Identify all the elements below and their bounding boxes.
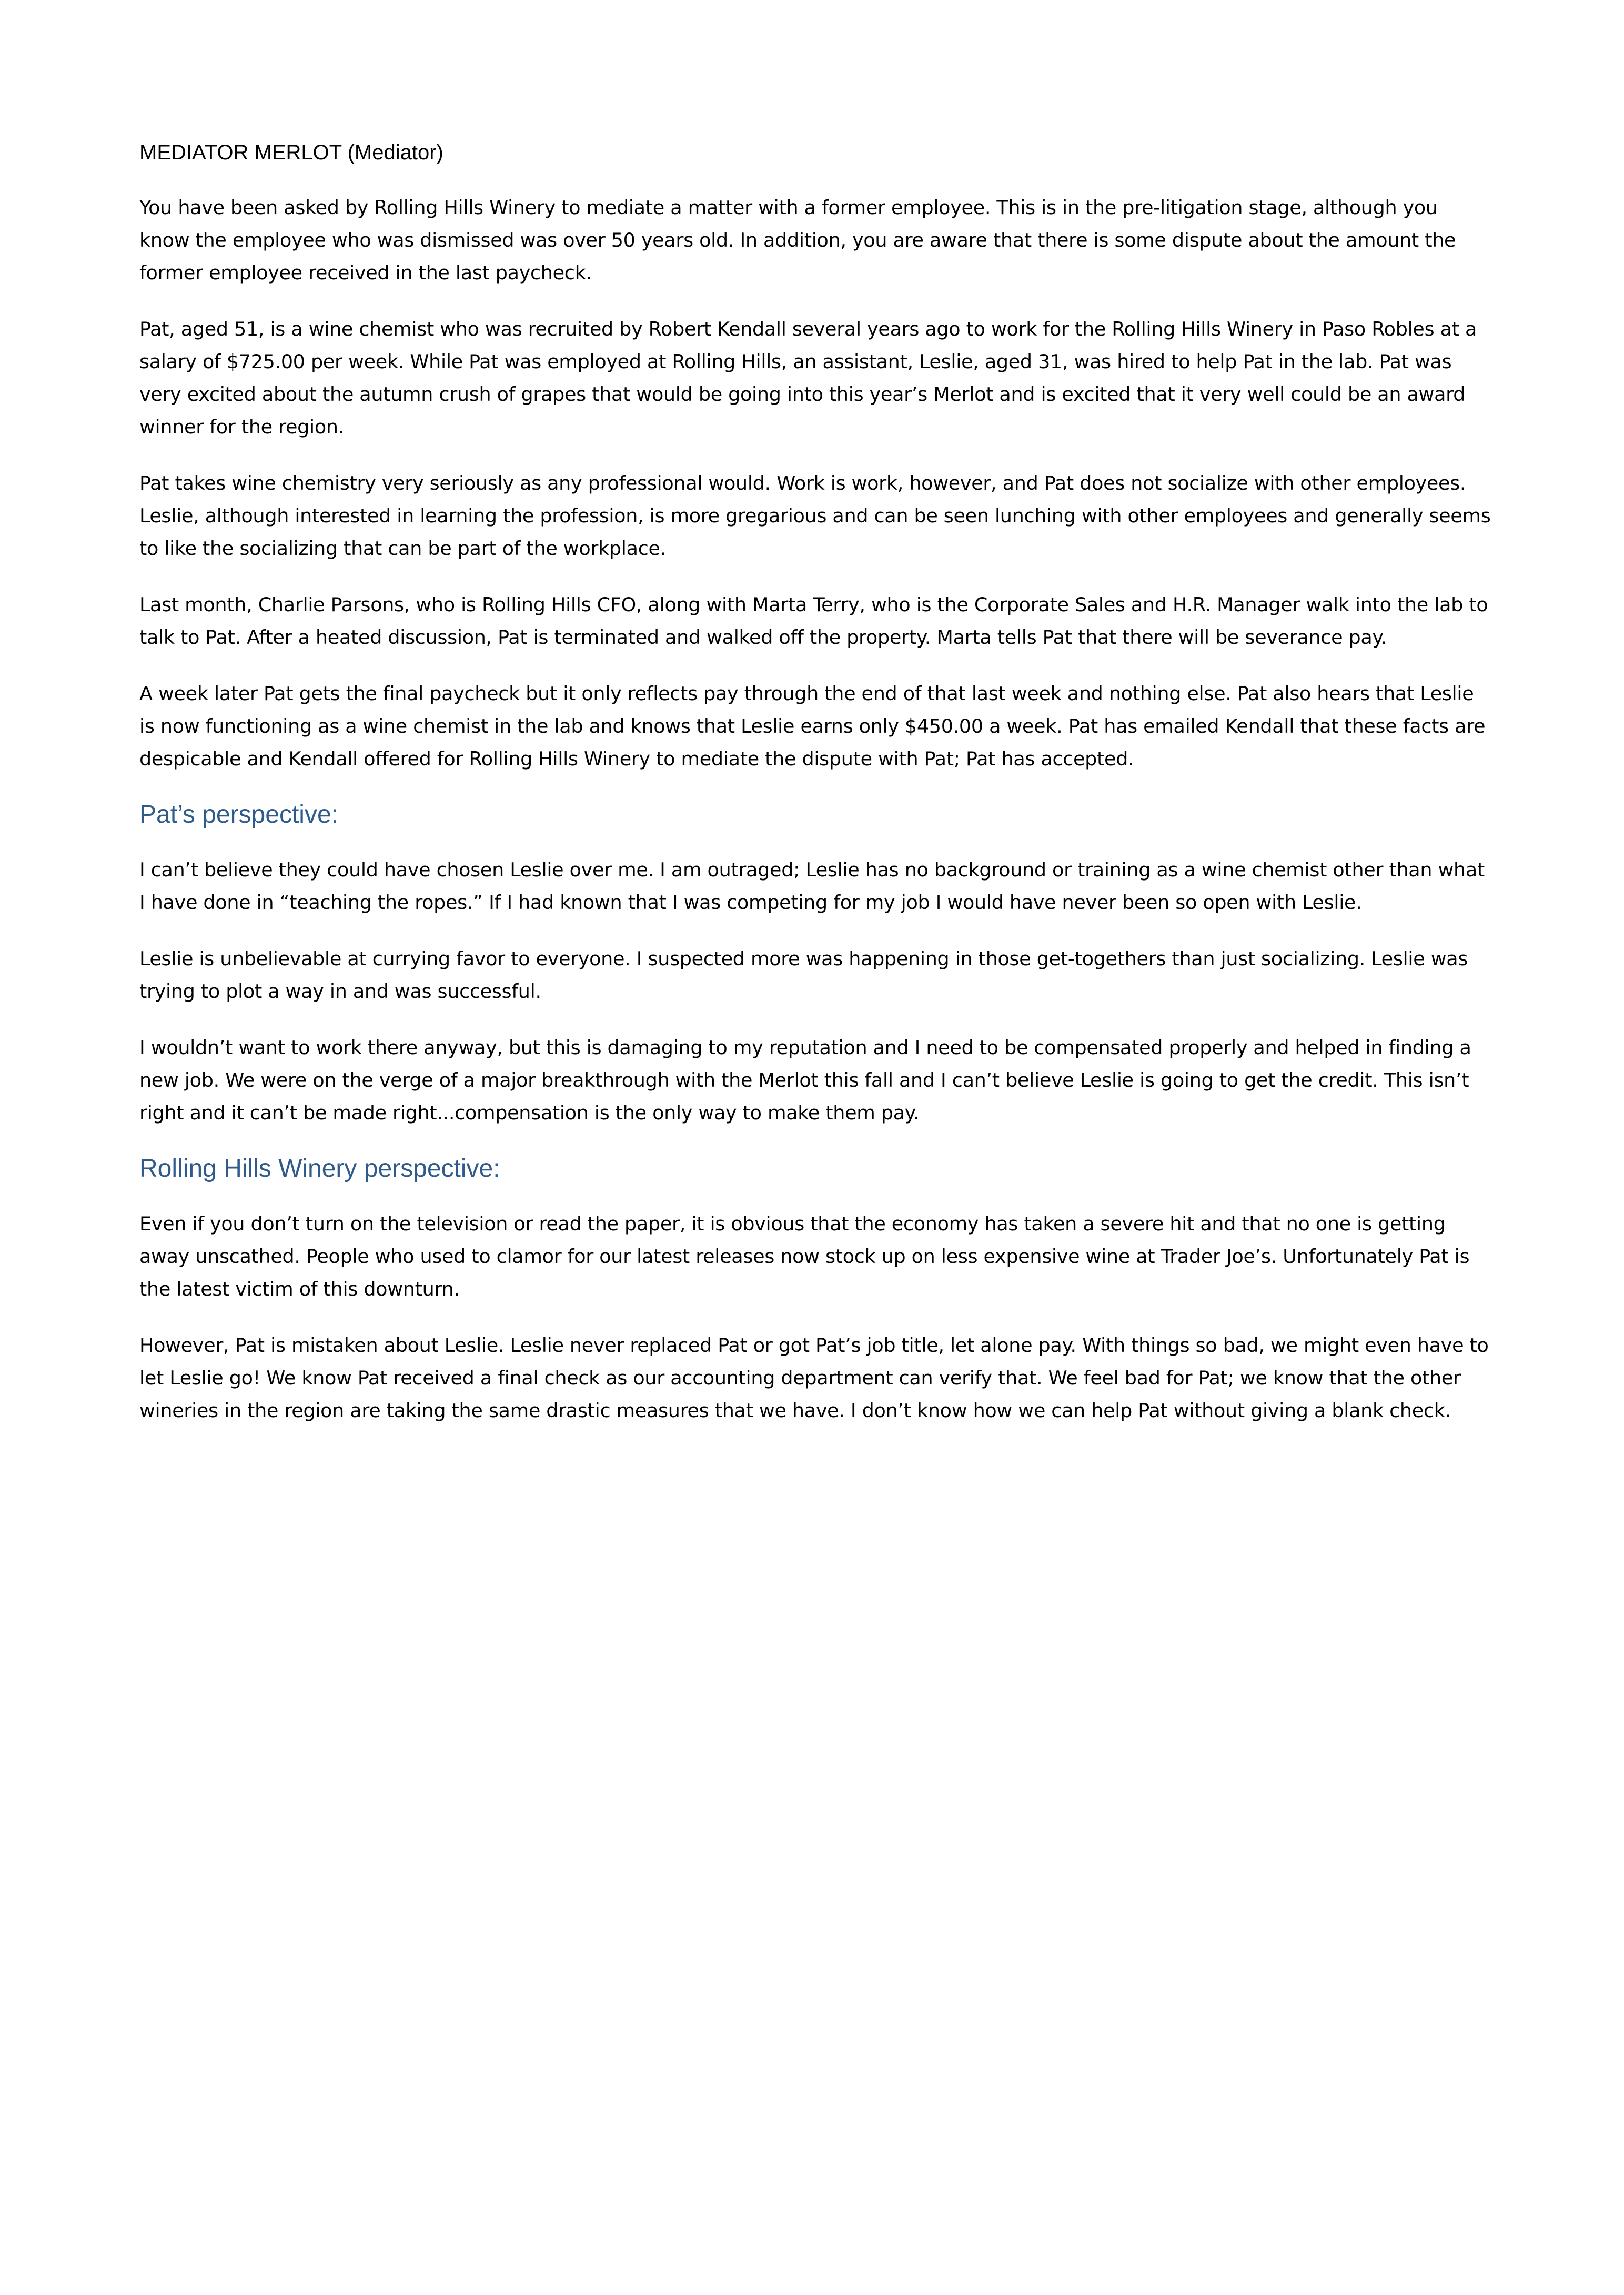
document-page	[139, 138, 1491, 1451]
winery-perspective-heading: Rolling Hills Winery perspective:	[139, 1155, 500, 1182]
intro-paragraph-5: A week later Pat gets the final paycheck but it only reflects pay through the end of that last week and nothing else. Pat also hears that Leslie is now functioning as a wine chemist in the lab and knows that Leslie earns only $450.00 a week. Pat has emailed Kendall that these facts are despicable and Kendall offered for Rolling Hills Winery to mediate the dispute with Pat; Pat has accepted.	[139, 682, 1486, 770]
document-title: MEDIATOR MERLOT (Mediator)	[139, 141, 443, 164]
winery-paragraph-1: Even if you don’t turn on the television or read the paper, it is obvious that the economy has taken a severe hit and that no one is getting away unscathed. People who used to clamor for our latest releases now stock up on less expensive wine at Trader Joe’s. Unfortunately Pat is the latest victim of this downturn.	[139, 1212, 1470, 1300]
pat-paragraph-2: Leslie is unbelievable at currying favor to everyone. I suspected more was happening in those get-togethers than just socializing. Leslie was trying to plot a way in and was successful.	[139, 947, 1468, 1003]
intro-paragraph-1: You have been asked by Rolling Hills Winery to mediate a matter with a former employee. This is in the pre-litigation stage, although you know the employee who was dismissed was over 50 years old. In addition, you are aware that there is some dispute about the amount the former employee received in the last paycheck.	[139, 196, 1456, 284]
intro-paragraph-2: Pat, aged 51, is a wine chemist who was recruited by Robert Kendall several years ago to work for the Rolling Hills Winery in Paso Robles at a salary of $725.00 per week. While Pat was employed at Rolling Hills, an assistant, Leslie, aged 31, was hired to help Pat in the lab. Pat was very excited about the autumn crush of grapes that would be going into this year’s Merlot and is excited that it very well could be an award winner for the region.	[139, 318, 1477, 438]
pat-paragraph-1: I can’t believe they could have chosen Leslie over me. I am outraged; Leslie has no background or training as a wine chemist other than what I have done in “teaching the ropes.” If I had known that I was competing for my job I would have never been so open with Leslie.	[139, 858, 1485, 914]
intro-paragraph-4: Last month, Charlie Parsons, who is Rolling Hills CFO, along with Marta Terry, who is the Corporate Sales and H.R. Manager walk into the lab to talk to Pat. After a heated discussion, Pat is terminated and walked off the property. Marta tells Pat that there will be severance pay.	[139, 593, 1488, 649]
pat-paragraph-3: I wouldn’t want to work there anyway, but this is damaging to my reputation and I need to be compensated properly and helped in finding a new job. We were on the verge of a major breakthrough with the Merlot this fall and I can’t believe Leslie is going to get the credit. This isn’t right and it can’t be made right...compensation is the only way to make them pay.	[139, 1036, 1471, 1124]
intro-paragraph-3: Pat takes wine chemistry very seriously as any professional would. Work is work, however, and Pat does not socialize with other employees. Leslie, although interested in learning the profession, is more gregarious and can be seen lunching with other employees and generally seems to like the socializing that can be part of the workplace.	[139, 472, 1491, 560]
pat-perspective-heading: Pat’s perspective:	[139, 801, 338, 828]
winery-paragraph-2: However, Pat is mistaken about Leslie. Leslie never replaced Pat or got Pat’s job title, let alone pay. With things so bad, we might even have to let Leslie go! We know Pat received a final check as our accounting department can verify that. We feel bad for Pat; we know that the other wineries in the region are taking the same drastic measures that we have. I don’t know how we can help Pat without giving a blank check.	[139, 1334, 1489, 1422]
